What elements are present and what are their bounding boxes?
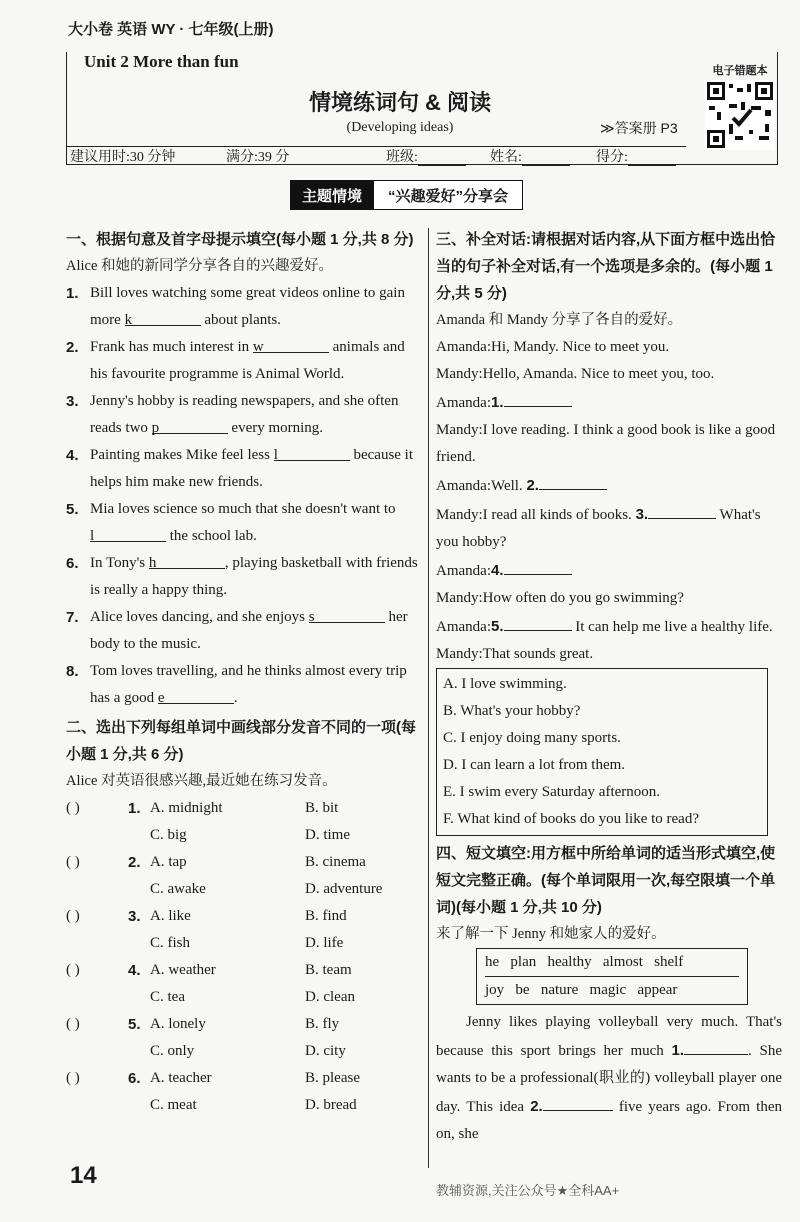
choice-option[interactable]: B. What's your hobby?: [443, 703, 581, 719]
fill-in-item: [66, 496, 418, 550]
option-a[interactable]: A. like: [150, 908, 191, 924]
answer-parentheses[interactable]: ( ): [66, 962, 80, 978]
item-text-after: about plants.: [200, 312, 281, 328]
speaker: Amanda:: [436, 339, 491, 355]
speaker: Mandy:: [436, 646, 483, 662]
page-subtitle: (Developing ideas): [346, 120, 454, 135]
section1-list: [66, 280, 418, 712]
right-column: [436, 226, 782, 1148]
footer-note: 教辅资源,关注公众号★全科AA+: [436, 1183, 620, 1198]
item-number: 4.: [66, 447, 79, 464]
choice-option[interactable]: F. What kind of books do you like to read?: [443, 811, 699, 827]
option-b[interactable]: B. please: [305, 1070, 360, 1086]
answer-blank[interactable]: [274, 442, 350, 461]
dialog-text: Well.: [490, 478, 527, 494]
dialog-blank[interactable]: [504, 612, 572, 631]
item-text: [90, 280, 418, 334]
section4-word-box: [476, 948, 748, 1005]
answer-blank[interactable]: [309, 604, 385, 623]
speaker: Amanda:: [436, 619, 491, 635]
option-b[interactable]: B. fly: [305, 1016, 340, 1032]
dialog-blank[interactable]: [504, 556, 572, 575]
fill-in-item: [66, 388, 418, 442]
section3-title: 三、补全对话:请根据对话内容,从下面方框中选出恰当的句子补全对话,有一个选项是多余的。(每小题 1 分,共 5 分): [436, 231, 776, 302]
hint-letter: s: [308, 609, 315, 625]
pronunciation-item: [66, 1065, 418, 1092]
name-field: [490, 146, 570, 166]
theme-tag: 主题情境: [290, 180, 374, 210]
option-d[interactable]: D. clean: [305, 989, 355, 1005]
hint-letter: p: [151, 420, 160, 436]
answer-blank[interactable]: [90, 523, 166, 542]
item-text: [90, 334, 418, 388]
item-text-after: her body to the music.: [90, 609, 408, 652]
spacer: [66, 1038, 150, 1065]
answer-parentheses[interactable]: ( ): [66, 1070, 80, 1086]
item-text-after: the school lab.: [166, 528, 257, 544]
dialog-text: Hello, Amanda. Nice to meet you, too.: [482, 366, 715, 382]
section3-options-box: [436, 668, 768, 836]
fill-in-item: [66, 604, 418, 658]
qr-code-block[interactable]: [700, 62, 780, 158]
dialog-line: [436, 641, 782, 668]
passage-blank[interactable]: [543, 1092, 613, 1111]
item-text-before: Tom loves travelling, and he thinks almost every trip has a good: [90, 663, 407, 706]
item-text-after: because it helps him make new friends.: [90, 447, 414, 490]
option-a[interactable]: A. weather: [150, 962, 216, 978]
section4-intro: 来了解一下 Jenny 和她家人的爱好。: [436, 926, 666, 942]
item-text-before: Bill loves watching some great videos online to gain more: [90, 285, 405, 328]
option-b[interactable]: B. find: [305, 908, 347, 924]
dialog-blank[interactable]: [539, 471, 607, 490]
pronunciation-item-row2: [66, 876, 418, 903]
pronunciation-item-row2: [66, 822, 418, 849]
passage-text: five years ago. From then on, she: [436, 1099, 782, 1142]
fill-in-item: [66, 334, 418, 388]
item-number: 8.: [66, 663, 79, 680]
passage-blank-number: 2.: [530, 1098, 543, 1115]
class-field: [386, 146, 466, 166]
section3-dialog: [436, 334, 782, 668]
fill-in-item: [66, 550, 418, 604]
passage-text: Jenny likes playing volleyball very much. That's because this sport brings her much: [436, 1014, 782, 1059]
speaker: Amanda:: [436, 563, 491, 579]
fill-in-item: [66, 442, 418, 496]
dialog-text: I love reading. I think a good book is like a good friend.: [436, 422, 776, 465]
option-a[interactable]: A. teacher: [150, 1070, 212, 1086]
dialog-line: [436, 417, 782, 471]
option-d[interactable]: D. life: [305, 935, 344, 951]
option-a[interactable]: A. tap: [150, 854, 187, 870]
option-a[interactable]: A. lonely: [150, 1016, 206, 1032]
item-text: [90, 658, 418, 712]
unit-title: Unit 2 More than fun: [80, 52, 243, 72]
pronunciation-item: [66, 1011, 418, 1038]
choice-option[interactable]: E. I swim every Saturday afternoon.: [443, 784, 661, 800]
item-text: [90, 388, 418, 442]
word-box-row: joy be nature magic appear: [485, 976, 739, 1004]
hint-letter: e: [157, 690, 165, 706]
score-field: [596, 146, 676, 166]
pronunciation-item-row2: [66, 1092, 418, 1119]
dialog-text: I read all kinds of books.: [482, 507, 636, 523]
hint-letter: l: [90, 528, 95, 544]
item-text-after: animals and his favourite programme is Animal World.: [90, 339, 405, 382]
option-a[interactable]: A. midnight: [150, 800, 223, 816]
item-text: [90, 550, 418, 604]
item-text: [90, 604, 418, 658]
option-c[interactable]: C. only: [150, 1043, 195, 1059]
suggested-time: 建议用时:30 分钟: [70, 150, 176, 165]
section2-list: [66, 795, 418, 1119]
answer-blank[interactable]: [158, 685, 234, 704]
option-d[interactable]: D. bread: [305, 1097, 357, 1113]
dialog-line: [436, 556, 782, 585]
theme-banner: [290, 180, 523, 210]
item-number: 1.: [66, 285, 79, 302]
speaker: Mandy:: [436, 422, 483, 438]
dialog-line: [436, 361, 782, 388]
class-label: 班级:: [386, 150, 418, 165]
speaker: Mandy:: [436, 507, 483, 523]
item-text: [90, 442, 418, 496]
dialog-line: [436, 585, 782, 612]
answer-blank[interactable]: [149, 550, 225, 569]
answer-reference[interactable]: ≫答案册 P3: [600, 120, 678, 136]
answer-blank[interactable]: [152, 415, 228, 434]
full-score: 满分:39 分: [226, 150, 290, 165]
dialog-blank[interactable]: [648, 500, 716, 519]
score-label: 得分:: [596, 150, 628, 165]
name-label: 姓名:: [490, 150, 522, 165]
fill-in-item: [66, 658, 418, 712]
speaker: Mandy:: [436, 366, 483, 382]
answer-parentheses[interactable]: ( ): [66, 800, 80, 816]
section1-intro: Alice 和她的新同学分享各自的兴趣爱好。: [66, 258, 334, 274]
hint-letter: k: [124, 312, 133, 328]
page-title: 情境练词句 & 阅读: [308, 90, 492, 115]
blank-number: 5.: [490, 618, 504, 635]
item-number: 3.: [66, 393, 79, 410]
item-text-after: .: [233, 690, 238, 706]
option-b[interactable]: B. cinema: [305, 854, 366, 870]
passage-blank[interactable]: [684, 1036, 748, 1055]
option-c[interactable]: C. big: [150, 827, 187, 843]
option-c[interactable]: C. fish: [150, 935, 191, 951]
item-text-before: Mia loves science so much that she doesn't want to: [90, 501, 396, 517]
section4-passage: [436, 1009, 782, 1148]
speaker: Amanda:: [436, 478, 491, 494]
dialog-line: [436, 334, 782, 361]
dialog-line: [436, 500, 782, 556]
speaker: Amanda:: [436, 395, 491, 411]
hint-letter: l: [273, 447, 278, 463]
blank-number: 3.: [635, 506, 649, 523]
item-number: 7.: [66, 609, 79, 626]
item-number: 6.: [128, 1070, 141, 1087]
spacer: [66, 876, 150, 903]
pronunciation-item-row2: [66, 984, 418, 1011]
option-c[interactable]: C. tea: [150, 989, 185, 1005]
dialog-text: How often do you go swimming?: [482, 590, 684, 606]
book-series-title: 大小卷 英语 WY · 七年级(上册): [68, 21, 274, 38]
item-number: 4.: [128, 962, 141, 979]
blank-number: 1.: [490, 394, 504, 411]
section4-title: 四、短文填空:用方框中所给单词的适当形式填空,使短文完整正确。(每个单词限用一次,每空限填一个单词)(每小题 1 分,共 10 分): [436, 845, 776, 916]
blank-number: 2.: [526, 477, 539, 494]
pronunciation-item: [66, 795, 418, 822]
item-number: 1.: [128, 800, 141, 817]
item-number: 6.: [66, 555, 79, 572]
item-text-after: , playing basketball with friends is really a happy thing.: [90, 555, 418, 598]
pronunciation-item: [66, 903, 418, 930]
option-b[interactable]: B. team: [305, 962, 352, 978]
answer-parentheses[interactable]: ( ): [66, 908, 80, 924]
left-column: [66, 226, 418, 1119]
item-text-after: every morning.: [227, 420, 324, 436]
section3-intro: Amanda 和 Mandy 分享了各自的爱好。: [436, 312, 683, 328]
option-d[interactable]: D. time: [305, 827, 350, 843]
fill-in-item: [66, 280, 418, 334]
hint-letter: h: [148, 555, 157, 571]
item-text-before: In Tony's: [90, 555, 149, 571]
answer-blank[interactable]: [125, 307, 201, 326]
dialog-line: [436, 612, 782, 641]
option-c[interactable]: C. awake: [150, 881, 206, 897]
answer-parentheses[interactable]: ( ): [66, 854, 80, 870]
speaker: Mandy:: [436, 590, 483, 606]
pronunciation-item: [66, 957, 418, 984]
answer-parentheses[interactable]: ( ): [66, 1016, 80, 1032]
pronunciation-item: [66, 849, 418, 876]
dialog-line: [436, 388, 782, 417]
hint-letter: w: [252, 339, 264, 355]
word-box-row: he plan healthy almost shelf: [485, 954, 684, 970]
item-text-before: Painting makes Mike feel less: [90, 447, 274, 463]
section1-title: 一、根据句意及首字母提示填空(每小题 1 分,共 8 分): [66, 231, 414, 248]
passage-blank-number: 1.: [671, 1042, 685, 1059]
dialog-blank[interactable]: [504, 388, 572, 407]
item-number: 5.: [128, 1016, 141, 1033]
dialog-text: What's you hobby?: [436, 507, 761, 550]
dialog-text: It can help me live a healthy life.: [571, 619, 773, 635]
spacer: [66, 1092, 150, 1119]
item-number: 2.: [128, 854, 141, 871]
choice-option[interactable]: D. I can learn a lot from them.: [443, 757, 626, 773]
pronunciation-item-row2: [66, 930, 418, 957]
section2-intro: Alice 对英语很感兴趣,最近她在练习发音。: [66, 773, 337, 789]
spacer: [66, 930, 150, 957]
item-number: 3.: [128, 908, 141, 925]
choice-option[interactable]: C. I enjoy doing many sports.: [443, 730, 621, 746]
spacer: [66, 822, 150, 849]
item-number: 5.: [66, 501, 79, 518]
item-text-before: Jenny's hobby is reading newspapers, and she often reads two: [90, 393, 399, 436]
blank-number: 4.: [490, 562, 504, 579]
item-text-before: Alice loves dancing, and she enjoys: [90, 609, 309, 625]
passage-text: . She wants to be a professional(职业的) volleyball player one day. This idea: [436, 1043, 783, 1115]
option-d[interactable]: D. adventure: [305, 881, 383, 897]
dialog-text: That sounds great.: [482, 646, 594, 662]
section2-title: 二、选出下列每组单词中画线部分发音不同的一项(每小题 1 分,共 6 分): [66, 719, 416, 763]
dialog-line: [436, 471, 782, 500]
pronunciation-item-row2: [66, 1038, 418, 1065]
qr-label: 电子错题本: [712, 65, 768, 77]
theme-name: “兴趣爱好”分享会: [374, 180, 523, 210]
qr-code-icon: [705, 80, 775, 150]
column-divider: [428, 228, 429, 1168]
item-text-before: Frank has much interest in: [90, 339, 253, 355]
spacer: [66, 984, 150, 1011]
answer-blank[interactable]: [253, 334, 329, 353]
choice-option[interactable]: A. I love swimming.: [443, 676, 567, 692]
option-d[interactable]: D. city: [305, 1043, 346, 1059]
option-b[interactable]: B. bit: [305, 800, 339, 816]
dialog-text: Hi, Mandy. Nice to meet you.: [490, 339, 670, 355]
page-number: 14: [70, 1162, 97, 1189]
item-text: [90, 496, 418, 550]
option-c[interactable]: C. meat: [150, 1097, 197, 1113]
item-number: 2.: [66, 339, 79, 356]
